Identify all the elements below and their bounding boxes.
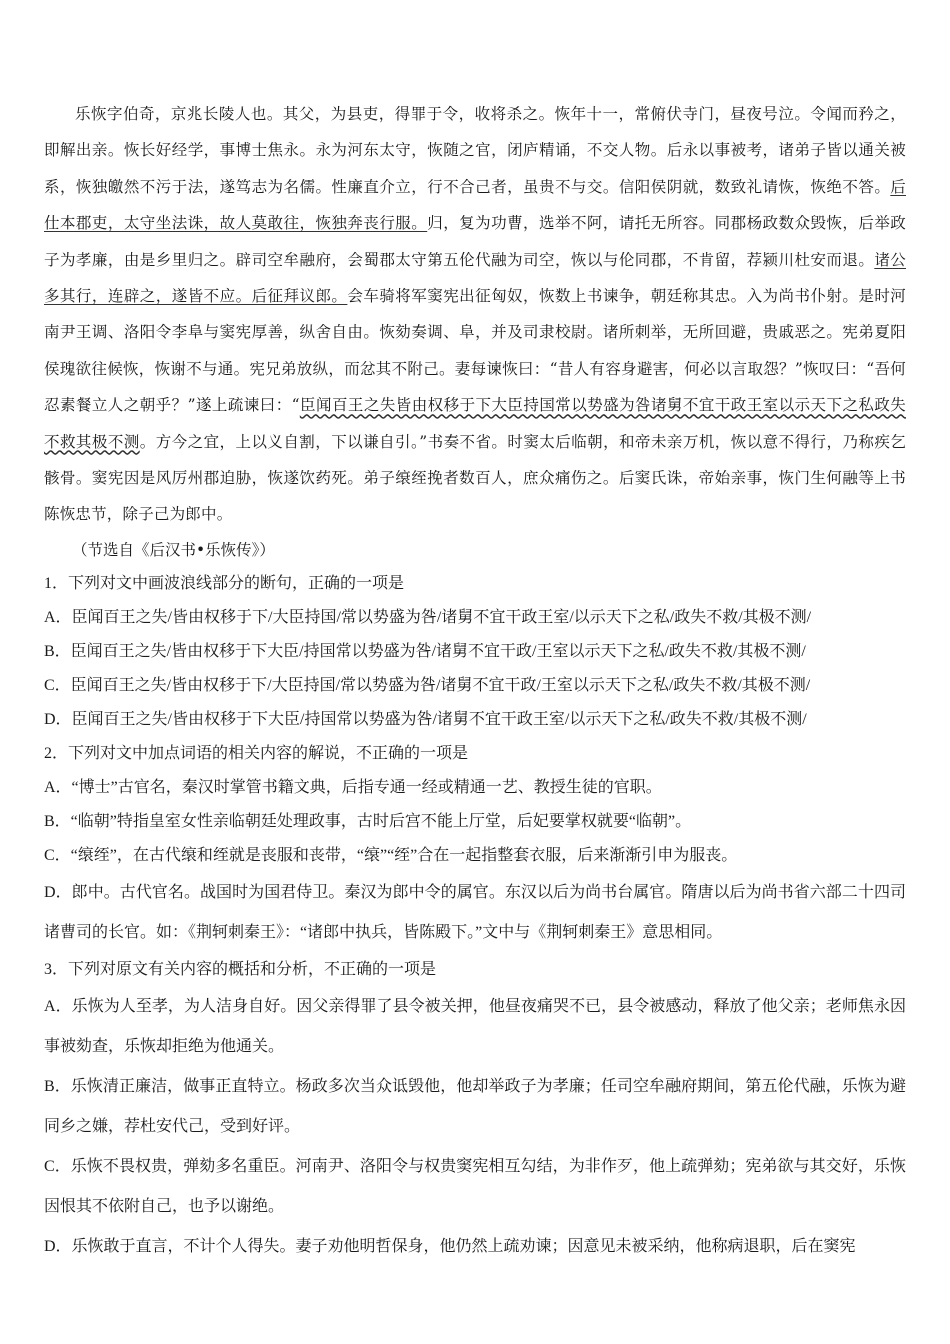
- question-2: [44, 737, 906, 953]
- question-1-option-a: A．臣闻百王之失/皆由权移于下/大臣持国/常以势盛为咎/诸舅不宜干政王室/以示天下之私/政失不救/其极不测/: [44, 608, 812, 626]
- question-3-option-d: D．乐恢敢于直言，不计个人得失。妻子劝他明哲保身，他仍然上疏劝谏；因意见未被采纳，他称病退职，后在窦宪: [44, 1237, 856, 1255]
- wavy-underlined-sentence: 臣闻百王之失皆由权移于下大臣持国常以势盛为咎诸舅不宜干政王室以示天下之私政失不救其极不测: [44, 396, 906, 451]
- question-2-option-a: A．“博士”古官名，秦汉时掌管书籍文典，后指专通一经或精通一艺、教授生徒的官职。: [44, 778, 662, 796]
- question-3-option-b: B．乐恢清正廉洁，做事正直特立。杨政多次当众诋毁他，他却举政子为孝廉；任司空牟融府期间，第五伦代融，乐恢为避同乡之嫌，荐杜安代己，受到好评。: [44, 1077, 906, 1135]
- question-1-option-c: C．臣闻百王之失/皆由权移于下/大臣持国/常以势盛为咎/诸舅不宜干政/王室以示天下之私/政失不救/其极不测/: [44, 676, 811, 694]
- question-2-option-c: C．“缞绖”，在古代缞和绖就是丧服和丧带，“缞”“绖”合在一起指整套衣服，后来渐渐引申为服丧。: [44, 846, 738, 864]
- question-3-option-c: C．乐恢不畏权贵，弹劾多名重臣。河南尹、洛阳令与权贵窦宪相互勾结，为非作歹，他上疏弹劾；宪弟欲与其交好，乐恢因恨其不依附自己，也予以谢绝。: [44, 1157, 906, 1215]
- passage-text-3: 会车骑将军窦宪出征匈奴，恢数上书谏争，朝廷称其忠。入为尚书仆射。是时河南尹王调、洛阳令李阜与窦宪厚善，纵舍自由。恢劾奏调、阜，并及司隶校尉。诸所刺举，无所回避，贵戚恶之。宪弟夏阳侯瑰欲往候恢，恢谢不与通。宪兄弟放纵，而忿其不附己。妻每谏恢曰：“昔人有容身避害，何必以言取怨？”恢叹曰：“吾何忍素餐立人之朝乎？”遂上疏谏曰：“: [44, 287, 906, 415]
- question-1-option-d: D．臣闻百王之失/皆由权移于下大臣/持国常以势盛为咎/诸舅不宜干政王室/以示天下之私/政失不救/其极不测/: [44, 710, 807, 728]
- question-3-option-a: A．乐恢为人至孝，为人洁身自好。因父亲得罪了县令被关押，他昼夜痛哭不已，县令被感动，释放了他父亲；老师焦永因事被劾查，乐恢却拒绝为他通关。: [44, 997, 906, 1055]
- passage-source: （节选自《后汉书•乐恢传》）: [72, 540, 275, 559]
- underlined-sentence-1: 后仕本郡吏，太守坐法诛，故人莫敢往，恢独奔丧行服。: [44, 177, 906, 233]
- passage-text-4: 。方今之宜，上以义自割，下以谦自引。”书奏不省。时窦太后临朝，和帝未亲万机，恢以意不得行，乃称疾乞骸骨。窦宪因是风厉州郡迫胁，恢遂饮药死。弟子缞绖挽者数百人，庶众痛伤之。后窦氏诛，帝始亲事，恢门生何融等上书陈恢忠节，除子己为郎中。: [44, 432, 907, 524]
- question-1-stem: 1．下列对文中画波浪线部分的断句，正确的一项是: [44, 574, 405, 592]
- question-2-stem: 2．下列对文中加点词语的相关内容的解说，不正确的一项是: [44, 744, 469, 762]
- question-2-option-d: D．郎中。古代官名。战国时为国君侍卫。秦汉为郎中令的属官。东汉以后为尚书台属官。隋唐以后为尚书省六部二十四司诸曹司的长官。如：《荆轲刺秦王》：“诸郎中执兵，皆陈殿下。”文中与《荆轲刺秦王》意思相同。: [44, 883, 906, 941]
- question-3-stem: 3．下列对原文有关内容的概括和分析，不正确的一项是: [44, 960, 437, 978]
- question-3: [44, 953, 906, 1267]
- classical-passage: [44, 96, 906, 533]
- passage-text-2: 归，复为功曹，选举不阿，请托无所容。同郡杨政数众毁恢，后举政子为孝廉，由是乡里归之。辟司空牟融府，会蜀郡太守第五伦代融为司空，恢以与伦同郡，不肯留，荐颍川杜安而退。: [44, 214, 906, 269]
- question-1-option-b: B．臣闻百王之失/皆由权移于下大臣/持国常以势盛为咎/诸舅不宜干政/王室以示天下之私/政失不救/其极不测/: [44, 642, 806, 660]
- passage-text-1: 乐恢字伯奇，京兆长陵人也。其父，为县吏，得罪于令，收将杀之。恢年十一，常俯伏寺门，昼夜号泣。令闻而矜之，即解出亲。恢长好经学，事博士焦永。永为河东太守，恢随之官，闭庐精诵，不交人物。后永以事被考，诸弟子皆以通关被系，恢独皦然不污于法，遂笃志为名儒。性廉直介立，行不合己者，虽贵不与交。信阳侯阴就，数致礼请恢，恢绝不答。: [44, 105, 906, 196]
- underlined-sentence-2: 诸公多其行，连辟之，遂皆不应。后征拜议郎。: [44, 250, 906, 306]
- question-1: [44, 567, 906, 737]
- question-2-option-b: B．“临朝”特指皇室女性亲临朝廷处理政事，古时后宫不能上厅堂，后妃要掌权就要“临朝”。: [44, 812, 692, 830]
